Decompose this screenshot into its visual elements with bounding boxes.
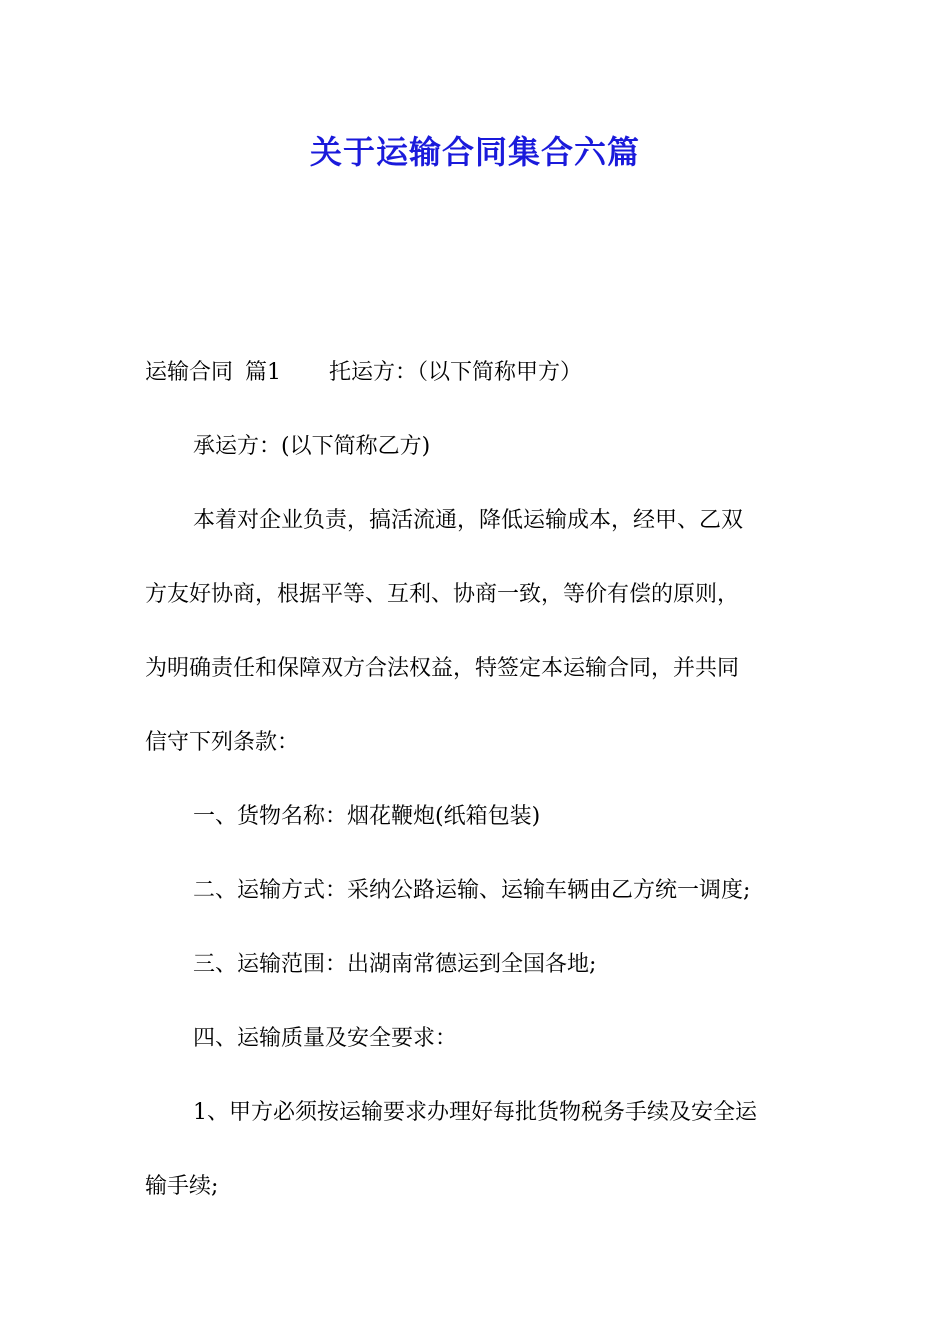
document-body [145, 336, 810, 1224]
paragraph-line: 方友好协商，根据平等、互利、协商一致，等价有偿的原则， [145, 582, 740, 607]
document-title: 关于运输合同集合六篇 [309, 133, 640, 171]
paragraph-line: 二、运输方式：采纳公路运输、运输车辆由乙方统一调度; [193, 878, 751, 903]
paragraph-line: 1、甲方必须按运输要求办理好每批货物税务手续及安全运 [193, 1100, 757, 1125]
paragraph-line: 信守下列条款： [145, 730, 300, 755]
section-label: 运输合同 [145, 360, 234, 385]
part-label: 篇1 [245, 360, 282, 385]
paragraph-line: 四、运输质量及安全要求： [193, 1026, 458, 1051]
heading-line [145, 336, 810, 410]
paragraph-line: 本着对企业负责，搞活流通，降低运输成本，经甲、乙双 [193, 508, 744, 533]
paragraph-line: 承运方：(以下简称乙方) [193, 434, 431, 459]
paragraph-line: 为明确责任和保障双方合法权益，特签定本运输合同，并共同 [145, 656, 740, 681]
paragraph-line: 一、货物名称：烟花鞭炮(纸箱包装) [193, 804, 541, 829]
paragraph-line: 输手续; [145, 1174, 219, 1199]
paragraph-line: 三、运输范围：出湖南常德运到全国各地; [193, 952, 597, 977]
consignor-label: 托运方：（以下简称甲方） [329, 360, 583, 385]
